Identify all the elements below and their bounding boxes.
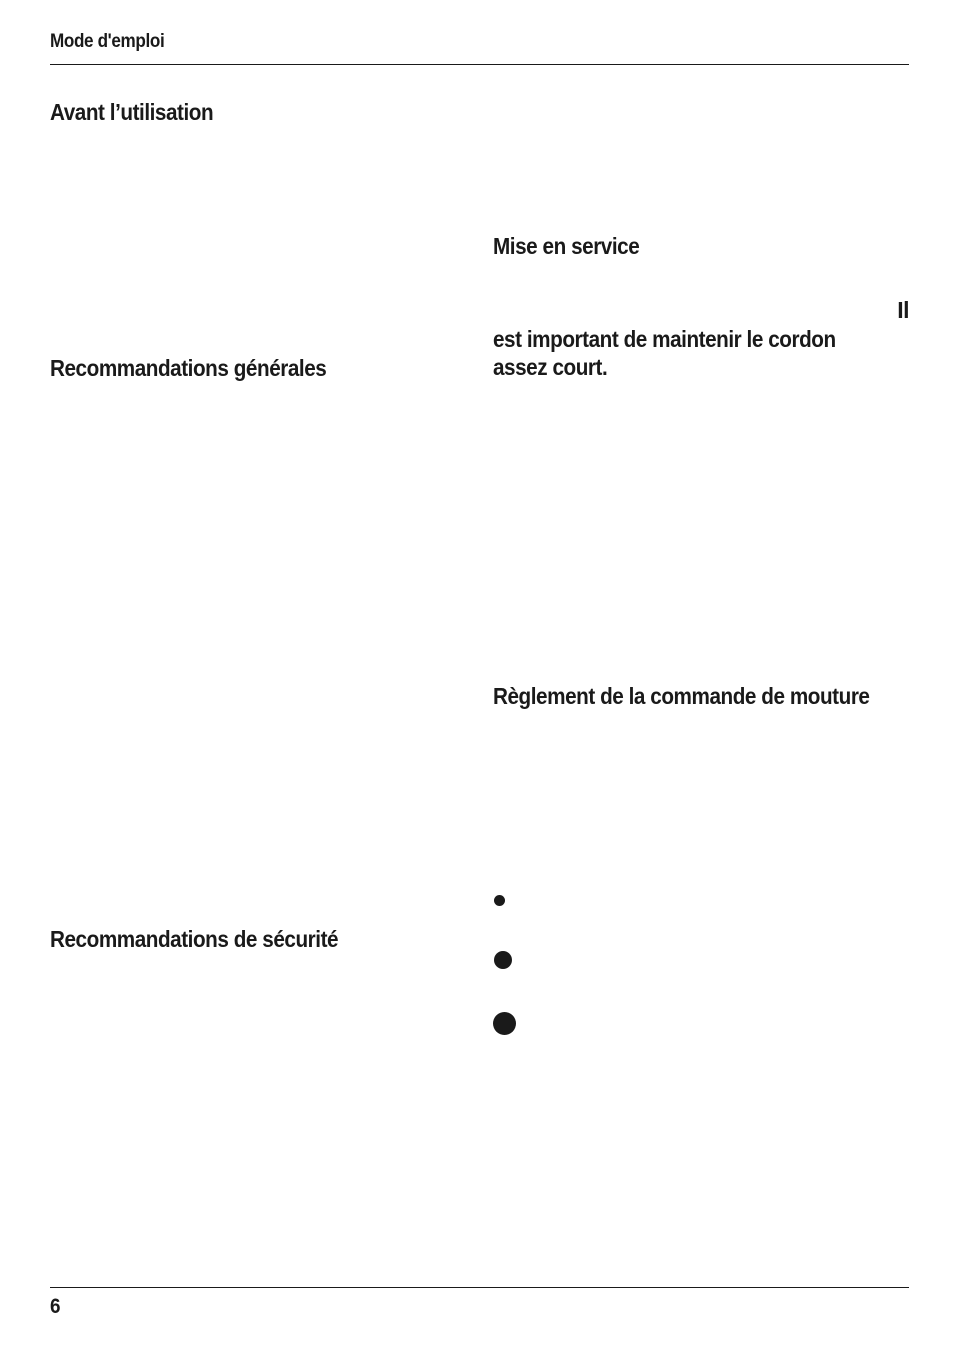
footer-divider	[50, 1287, 909, 1288]
header-divider	[50, 64, 909, 65]
cord-note-line-1: Il	[897, 297, 909, 323]
cord-note-line-2: est important de maintenir le cordon	[493, 325, 836, 352]
medium-grind-dot-icon	[494, 951, 512, 969]
cord-length-note	[493, 296, 909, 382]
section-heading-reglement-mouture: Règlement de la commande de mouture	[493, 683, 870, 709]
document-header-title: Mode d'emploi	[50, 31, 165, 52]
cord-note-line-3: assez court.	[493, 354, 608, 380]
section-heading-mise-en-service: Mise en service	[493, 233, 640, 259]
section-heading-recommandations-securite: Recommandations de sécurité	[50, 926, 339, 952]
fine-grind-dot-icon	[494, 895, 505, 906]
page-number: 6	[50, 1295, 61, 1318]
section-heading-avant-utilisation: Avant l’utilisation	[50, 99, 214, 125]
section-heading-recommandations-generales: Recommandations générales	[50, 355, 327, 381]
coarse-grind-dot-icon	[493, 1012, 516, 1035]
